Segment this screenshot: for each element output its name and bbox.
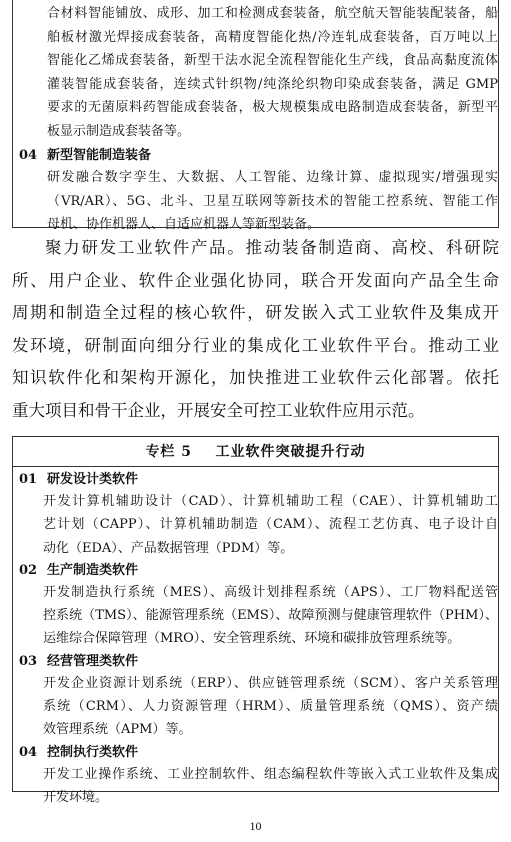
text-line: 开发环境。: [43, 789, 109, 805]
text-line: 舶板材激光焊接成套装备，高精度智能化热/冷连轧成套装备，百万吨以上: [47, 29, 498, 45]
text-line: 开发计算机辅助设计（CAD）、计算机辅助工程（CAE）、计算机辅助工: [43, 494, 498, 509]
text-line: 开发工业操作系统、工业控制软件、组态编程软件等嵌入式工业软件及集成: [43, 766, 498, 782]
text-line: 母机、协作机器人、自适应机器人等新型装备。: [47, 217, 321, 232]
text-line: 合材料智能铺放、成形、加工和检测成套装备，航空航天智能装配装备，船: [47, 6, 498, 21]
body-paragraph: [12, 232, 499, 427]
paragraph-line: 周期和制造全过程的核心软件，研发嵌入式工业软件及集成开: [12, 303, 499, 322]
item-heading: [17, 560, 498, 581]
item-number: 04: [19, 744, 38, 760]
box2-item-02: [17, 560, 498, 651]
item-heading: [17, 742, 498, 763]
box1-top-text: [17, 2, 498, 143]
item-heading: [17, 651, 498, 672]
text-line: 运维综合保障管理（MRO）、安全管理系统、环境和碳排放管理系统等。: [43, 631, 461, 647]
item-heading: [17, 145, 498, 166]
paragraph-line: 聚力研发工业软件产品。推动装备制造商、高校、科研院: [45, 238, 499, 257]
text-line: 效管理系统（APM）等。: [43, 722, 192, 738]
box-title: 专栏 5 工业软件突破提升行动: [13, 437, 498, 467]
paragraph-line: 所、用户企业、软件企业强化协同，联合开发面向产品全生命: [12, 270, 499, 290]
box1-item-04: [17, 145, 498, 237]
text-line: 艺计划（CAPP）、计算机辅助制造（CAM）、流程工艺仿真、电子设计自: [43, 517, 498, 533]
paragraph-line: 发环境，研制面向细分行业的集成化工业软件平台。推动工业: [12, 335, 499, 355]
item-title: 控制执行类软件: [47, 744, 139, 760]
item-title: 经营管理类软件: [47, 653, 139, 669]
text-line: 开发企业资源计划系统（ERP）、供应链管理系统（SCM）、客户关系管理: [43, 675, 498, 691]
text-line: 研发融合数字孪生、大数据、人工智能、边缘计算、虚拟现实/增强现实: [47, 170, 498, 185]
item-title: 研发设计类软件: [47, 472, 139, 487]
item-number: 03: [19, 653, 38, 669]
box2-item-03: [17, 651, 498, 742]
column-box-5: [12, 436, 499, 805]
text-line: 控系统（TMS）、能源管理系统（EMS）、故障预测与健康管理软件（PHM）、: [43, 608, 498, 624]
paragraph-line: 重大项目和骨干企业，开展安全可控工业软件应用示范。: [12, 400, 425, 420]
text-line: 系统（CRM）、人力资源管理（HRM）、质量管理系统（QMS）、资产绩: [43, 699, 498, 715]
box2-item-01: [17, 469, 498, 560]
item-number: 04: [19, 148, 38, 163]
text-line: 智能化乙烯成套装备，新型干法水泥全流程智能化生产线，食品高黏度流体: [47, 53, 498, 68]
item-heading: [17, 469, 498, 490]
page-number: 10: [249, 819, 262, 833]
item-number: 01: [19, 472, 38, 487]
text-line: 灌装智能成套装备，连续式针织物/纯涤纶织物印染成套装备，满足 GMP: [47, 76, 498, 92]
text-line: 板显示制造成套装备等。: [47, 123, 191, 139]
item-title: 新型智能制造装备: [47, 148, 152, 163]
box2-item-04: [17, 742, 498, 810]
item-title: 生产制造类软件: [47, 562, 139, 578]
item-number: 02: [19, 562, 38, 578]
text-line: 开发制造执行系统（MES）、高级计划排程系统（APS）、工厂物料配送管: [43, 584, 498, 600]
paragraph-line: 知识软件化和架构开源化，加快推进工业软件云化部署。依托: [12, 368, 499, 387]
text-line: 要求的无菌原料药智能成套装备，极大规模集成电路制造成套装备，新型平: [47, 100, 498, 115]
text-line: （VR/AR）、5G、北斗、卫星互联网等新技术的智能工控系统、智能工作: [47, 193, 498, 209]
column-box-continued: [12, 0, 499, 232]
text-line: 动化（EDA）、产品数据管理（PDM）等。: [43, 540, 294, 556]
